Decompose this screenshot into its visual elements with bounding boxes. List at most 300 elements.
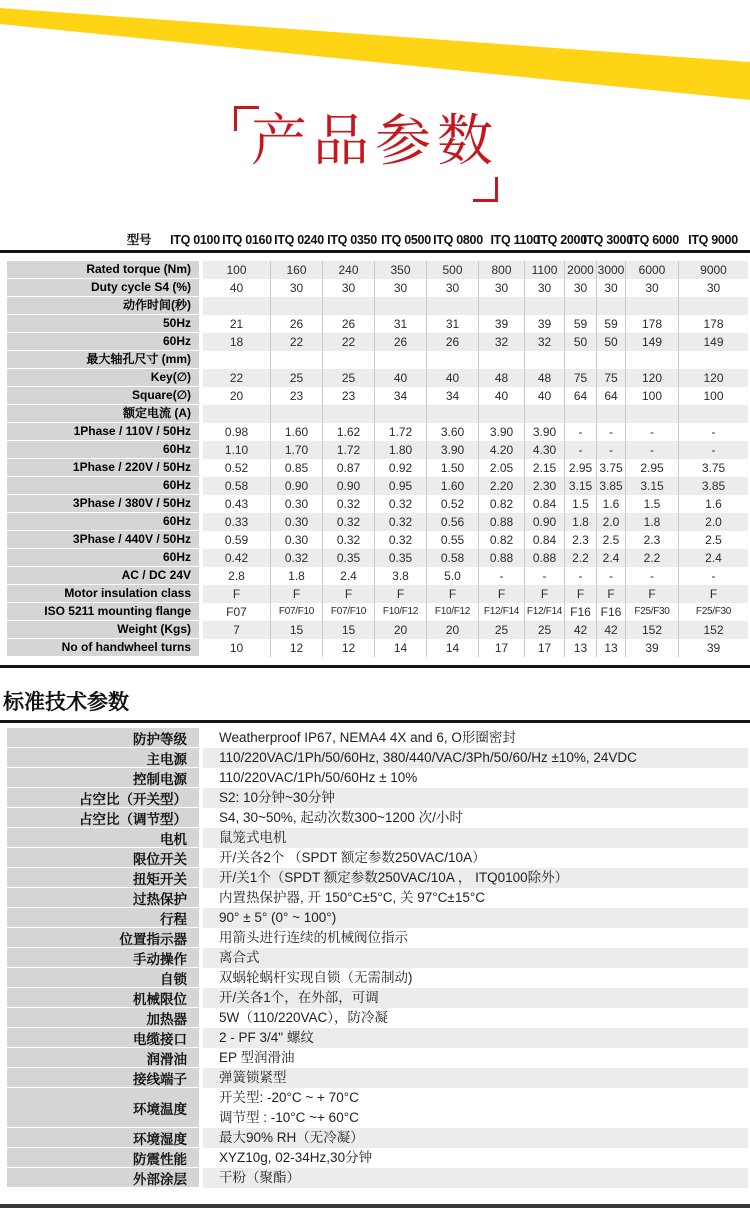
cell [478,405,524,423]
cell: 2.05 [478,459,524,477]
cell: 48 [478,369,524,387]
row-label: 60Hz [7,333,199,351]
cell: 2.5 [596,531,625,549]
cell: 22 [270,333,322,351]
cell: F12/F14 [478,603,524,621]
row-value [203,988,748,1008]
row-label: 电缆接口 [7,1028,199,1048]
cell: 30 [524,279,564,297]
row-value [203,1128,748,1148]
cell: F [596,585,625,603]
row-label: 接线端子 [7,1068,199,1088]
cell: 34 [426,387,478,405]
table-row [7,728,748,748]
row-value [203,1148,748,1168]
value-line: 110/220VAC/1Ph/50/60Hz ± 10% [219,770,418,785]
table-row [7,531,748,549]
row-value [203,1008,748,1028]
cell: 3.15 [625,477,678,495]
cell: F12/F14 [524,603,564,621]
cell: 3.90 [426,441,478,459]
cell: 1.70 [270,441,322,459]
cell: 1.60 [426,477,478,495]
cell: 1.50 [426,459,478,477]
cell: 1.6 [678,495,748,513]
table-row [7,808,748,828]
value-line: 弹簧锁紧型 [219,1070,287,1085]
cell: F25/F30 [625,603,678,621]
cell [426,405,478,423]
cell [524,405,564,423]
cell: 3.75 [678,459,748,477]
cell: - [478,567,524,585]
cell: 100 [203,261,270,279]
cell: 100 [678,387,748,405]
cell: 0.30 [270,531,322,549]
cell: 500 [426,261,478,279]
value-line: S2: 10分钟~30分钟 [219,790,335,805]
cell: 2.4 [596,549,625,567]
page-title: 产品参数 [251,109,499,172]
table-row [7,585,748,603]
row-label: 扭矩开关 [7,868,199,888]
table-row [7,477,748,495]
cell: 0.58 [426,549,478,567]
cell: 2.30 [524,477,564,495]
table-row [7,513,748,531]
yellow-banner [0,0,750,110]
cell [625,351,678,369]
cell: 20 [426,621,478,639]
cell: F16 [564,603,596,621]
table-row [7,1148,748,1168]
divider-spec-bottom [0,665,750,668]
value-line: 调节型 : -10°C ~+ 60°C [219,1110,359,1125]
cell: F10/F12 [426,603,478,621]
cell: F07/F10 [322,603,374,621]
cell: 3.85 [678,477,748,495]
row-value [203,728,748,748]
cell: 26 [426,333,478,351]
tech-table [7,728,748,1188]
cell: 10 [229,641,244,655]
cell: 30 [426,279,478,297]
cell: 2.0 [678,513,748,531]
cell: 40 [374,369,426,387]
cell: - [678,567,748,585]
cell: 0.85 [270,459,322,477]
table-row [7,315,748,333]
cell: 64 [564,387,596,405]
row-label: 主电源 [7,748,199,768]
value-line: 2 - PF 3/4" 螺纹 [219,1030,314,1045]
cell: 0.88 [478,513,524,531]
row-value [203,768,748,788]
table-row [7,868,748,888]
cell [524,297,564,315]
cell: F07/F10 [270,603,322,621]
table-row [7,351,748,369]
cell: 0.30 [270,513,322,531]
model-header: ITQ 9000 [688,233,738,247]
cell [564,351,596,369]
cell: F10/F12 [374,603,426,621]
value-line: 开/关1个（SPDT 额定参数250VAC/10A ， ITQ0100除外） [219,870,569,885]
table-row [7,928,748,948]
cell: F [322,585,374,603]
row-label: 自锁 [7,968,199,988]
cell: 0.82 [478,495,524,513]
cell: 1.10 [203,441,270,459]
table-row [7,828,748,848]
cell: F [678,585,748,603]
cell: 30 [596,279,625,297]
row-label: 手动操作 [7,948,199,968]
cell: 3.8 [374,567,426,585]
cell [270,297,322,315]
title-block [0,100,750,210]
cell: 0.84 [524,531,564,549]
cell: 2.4 [322,567,374,585]
row-label: 加热器 [7,1008,199,1028]
cell: 0.84 [524,495,564,513]
cell: 800 [478,261,524,279]
cell: 1.5 [564,495,596,513]
cell: 20 [374,621,426,639]
cell: F [625,585,678,603]
cell: - [625,567,678,585]
cell: 50 [596,333,625,351]
cell: 1100 [524,261,564,279]
cell [322,297,374,315]
cell: 30 [564,279,596,297]
cell: 160 [270,261,322,279]
cell: 3.90 [524,423,564,441]
row-value [203,808,748,828]
cell: 18 [203,333,270,351]
cell: 120 [625,369,678,387]
cell: 3.85 [596,477,625,495]
table-row [7,369,748,387]
cell: 31 [426,315,478,333]
cell [270,405,322,423]
row-value [203,828,748,848]
cell [596,351,625,369]
table-row [7,748,748,768]
cell: 48 [524,369,564,387]
section-heading: 标准技术参数 [3,691,129,714]
table-row [7,848,748,868]
value-line: 离合式 [219,950,260,965]
table-row [7,459,748,477]
row-value [203,788,748,808]
table-row [7,387,748,405]
cell: 2.0 [596,513,625,531]
model-header: ITQ 0240 [274,233,324,247]
model-header: ITQ 2000 [537,233,587,247]
cell: - [596,423,625,441]
row-label: AC / DC 24V [7,567,199,585]
cell: 25 [322,369,374,387]
cell: F16 [596,603,625,621]
cell: 30 [478,279,524,297]
cell [374,405,426,423]
cell: 17 [524,639,564,657]
row-label: Duty cycle S4 (%) [7,279,199,297]
row-label: 行程 [7,908,199,928]
cell: 75 [564,369,596,387]
cell: 2.2 [625,549,678,567]
model-header: ITQ 1100 [490,233,540,247]
table-row [7,768,748,788]
cell: 31 [374,315,426,333]
cell: 32 [524,333,564,351]
value-line: XYZ10g, 02-34Hz,30分钟 [219,1150,373,1165]
model-column-title: 型号 [126,233,152,247]
value-line: 内置热保护器, 开 150°C±5°C, 关 97°C±15°C [219,890,485,905]
cell: 149 [625,333,678,351]
row-value [203,1048,748,1068]
table-row [7,297,748,315]
value-line: EP 型润滑油 [219,1050,295,1065]
cell: - [678,441,748,459]
row-label: 电机 [7,828,199,848]
cell: 0.43 [224,497,249,511]
value-line: 用箭头进行连续的机械阀位指示 [219,930,408,945]
value-line: 双蜗轮蜗杆实现自锁（无需制动) [219,970,413,985]
model-header: ITQ 0500 [381,233,431,247]
value-line: 开/关各1个，在外部，可调 [219,990,379,1005]
cell: 2.15 [524,459,564,477]
cell: 59 [564,315,596,333]
cell: F [270,585,322,603]
cell: 20 [229,389,244,403]
cell: 178 [678,315,748,333]
cell: 9000 [678,261,748,279]
cell: 0.59 [224,533,249,547]
cell: 178 [625,315,678,333]
cell: 149 [678,333,748,351]
row-label: 防震性能 [7,1148,199,1168]
cell [524,351,564,369]
value-line: 开关型: -20°C ~ + 70°C [219,1090,359,1105]
table-row [7,968,748,988]
cell: - [564,441,596,459]
row-label: 1Phase / 110V / 50Hz [7,423,199,441]
value-line: 鼠笼式电机 [219,830,287,845]
cell: 40 [426,369,478,387]
cell: 3.15 [564,477,596,495]
table-row [7,423,748,441]
row-label: 60Hz [7,441,199,459]
cell: 1.8 [564,513,596,531]
row-label: 环境温度 [7,1088,199,1128]
cell: 25 [524,621,564,639]
cell: 3000 [597,263,625,277]
row-value [203,1028,748,1048]
table-row [7,549,748,567]
row-label: Weight (Kgs) [7,621,199,639]
cell: 0.35 [322,549,374,567]
cell [203,351,270,369]
row-value [203,848,748,868]
cell: 23 [270,387,322,405]
table-row [7,1028,748,1048]
value-line: 干粉（聚酯） [219,1170,300,1185]
row-label: Key(∅) [7,369,199,387]
cell: - [564,567,596,585]
row-label: 占空比（开关型） [7,788,199,808]
row-label: 3Phase / 380V / 50Hz [7,495,199,513]
cell: 25 [478,621,524,639]
value-line: 开/关各2个 （SPDT 额定参数250VAC/10A） [219,850,486,865]
cell: 0.90 [524,513,564,531]
cell: 75 [596,369,625,387]
cell: 25 [270,369,322,387]
cell: 3.90 [478,423,524,441]
cell [426,351,478,369]
divider-heading [0,720,750,723]
row-label: Square(∅) [7,387,199,405]
row-value [203,748,748,768]
cell: 42 [596,621,625,639]
cell: 32 [478,333,524,351]
cell: 1.5 [625,495,678,513]
cell: 4.20 [478,441,524,459]
cell: 6000 [625,261,678,279]
row-value [203,1088,748,1128]
table-row [7,405,748,423]
cell: 0.82 [478,531,524,549]
cell: 1.80 [374,441,426,459]
cell [564,297,596,315]
cell: 42 [564,621,596,639]
cell: - [524,567,564,585]
cell: F07 [226,605,247,619]
cell: 0.32 [322,513,374,531]
cell: 100 [625,387,678,405]
row-label: 位置指示器 [7,928,199,948]
cell: 0.42 [203,549,270,567]
value-line: 最大90% RH（无冷凝） [219,1130,364,1145]
row-label: 动作时间(秒) [7,297,199,315]
table-row [7,1068,748,1088]
cell: F [564,585,596,603]
row-label: 3Phase / 440V / 50Hz [7,531,199,549]
cell [625,297,678,315]
cell: 5.0 [426,567,478,585]
cell: 40 [524,387,564,405]
table-row [7,261,748,279]
row-label: 限位开关 [7,848,199,868]
model-header: ITQ 0800 [433,233,483,247]
cell: 40 [229,281,244,295]
cell [270,351,322,369]
row-label: 润滑油 [7,1048,199,1068]
cell: 30 [678,279,748,297]
row-label: 过热保护 [7,888,199,908]
cell: 0.32 [374,495,426,513]
cell: 26 [270,315,322,333]
cell: - [596,441,625,459]
table-row [7,1008,748,1028]
row-label: 额定电流 (A) [7,405,199,423]
cell: 50 [564,333,596,351]
model-header: ITQ 0350 [327,233,377,247]
cell: 0.58 [203,477,270,495]
cell: 1.8 [625,513,678,531]
model-header: ITQ 0100 [170,233,220,247]
cell: 3.75 [596,459,625,477]
cell: 1.6 [596,495,625,513]
cell: F [524,585,564,603]
cell: 13 [596,639,625,657]
row-label: 防护等级 [7,728,199,748]
table-row [7,279,748,297]
cell: 22 [322,333,374,351]
row-label: 1Phase / 220V / 50Hz [7,459,199,477]
row-label: No of handwheel turns [7,639,199,657]
cell: 0.55 [426,531,478,549]
row-label: Motor insulation class [7,585,199,603]
cell [374,351,426,369]
cell: 30 [374,279,426,297]
table-row [7,495,748,513]
spec-table-header [0,230,750,250]
row-label: 50Hz [7,315,199,333]
divider-top [0,250,750,253]
cell [596,405,625,423]
spec-table [7,261,748,657]
cell: 0.32 [322,495,374,513]
row-value [203,908,748,928]
cell: 0.33 [203,513,270,531]
table-row [7,948,748,968]
cell: 21 [229,317,244,331]
cell: 240 [322,261,374,279]
cell: 0.56 [426,513,478,531]
row-value [203,968,748,988]
cell: 0.32 [322,531,374,549]
table-row [7,788,748,808]
cell: 30 [625,279,678,297]
row-label: 控制电源 [7,768,199,788]
cell: 15 [322,621,374,639]
cell [678,351,748,369]
cell [203,405,270,423]
cell: 1.72 [322,441,374,459]
cell: 0.92 [374,459,426,477]
cell: 30 [270,279,322,297]
cell: 0.32 [374,513,426,531]
cell: 15 [270,621,322,639]
cell [564,405,596,423]
cell: 26 [322,315,374,333]
cell: 14 [426,639,478,657]
cell: F25/F30 [678,603,748,621]
cell: 0.98 [224,425,249,439]
cell: 2.4 [678,549,748,567]
table-row [7,621,748,639]
cell: 0.52 [426,495,478,513]
cell: 23 [322,387,374,405]
row-label: Rated torque (Nm) [7,261,199,279]
table-row [7,908,748,928]
table-row [7,639,748,657]
cell [426,297,478,315]
cell: 0.95 [374,477,426,495]
cell: 1.60 [270,423,322,441]
